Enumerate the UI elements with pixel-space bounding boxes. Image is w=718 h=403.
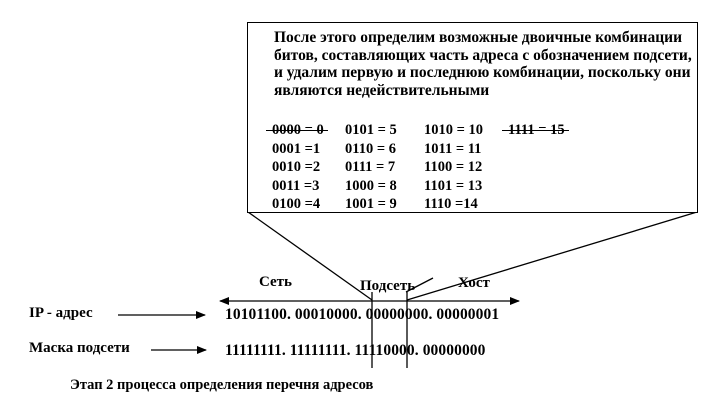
ip-address-value: 10101100. 00010000. 00000000. 00000001: [225, 306, 500, 323]
callout-box: [247, 22, 698, 213]
caption: Этап 2 процесса определения перечня адресов: [70, 377, 374, 393]
ip-address-label: IP - адрес: [29, 305, 93, 321]
network-label: Сеть: [259, 274, 292, 290]
combination-value: 1101 = 13: [424, 177, 483, 194]
combination-row: [272, 140, 588, 159]
combination-value: 1110 =14: [424, 196, 478, 213]
combination-value: 1001 = 9: [345, 196, 397, 213]
combination-value: 0010 =2: [272, 159, 321, 176]
combination-value: 0001 =1: [272, 140, 321, 157]
host-label: Хост: [458, 275, 490, 291]
combination-row: [272, 195, 588, 214]
combination-value: 0111 = 7: [345, 159, 396, 176]
combination-value: 1000 = 8: [345, 177, 397, 194]
combination-invalid: 0000 = 0: [272, 122, 324, 138]
subnet-label: Подсеть: [360, 278, 416, 294]
combination-value: 0101 = 5: [345, 122, 397, 138]
combination-row: [272, 158, 588, 177]
callout-connector-right: [407, 212, 697, 300]
combination-value: 0100 =4: [272, 196, 321, 213]
subnet-mask-value: 11111111. 11111111. 11110000. 00000000: [225, 342, 486, 359]
combination-row: [272, 177, 588, 196]
combination-value: 1011 = 11: [424, 140, 482, 157]
combination-row: [272, 121, 588, 140]
bit-combinations-table: [272, 121, 588, 214]
callout-paragraph: После этого определим возможные двоичные комбинации битов, составляющих часть адреса с обозначением подсети, и удалим первую и последнюю комбинации, поскольку они являются недействительными: [274, 29, 692, 99]
combination-value: 0011 =3: [272, 177, 320, 194]
subnet-mask-label: Маска подсети: [29, 340, 130, 356]
combination-invalid: 1111 = 15: [508, 122, 565, 138]
combination-value: 1100 = 12: [424, 159, 483, 176]
combination-value: 1010 = 10: [424, 122, 484, 138]
combination-value: 0110 = 6: [345, 140, 396, 157]
